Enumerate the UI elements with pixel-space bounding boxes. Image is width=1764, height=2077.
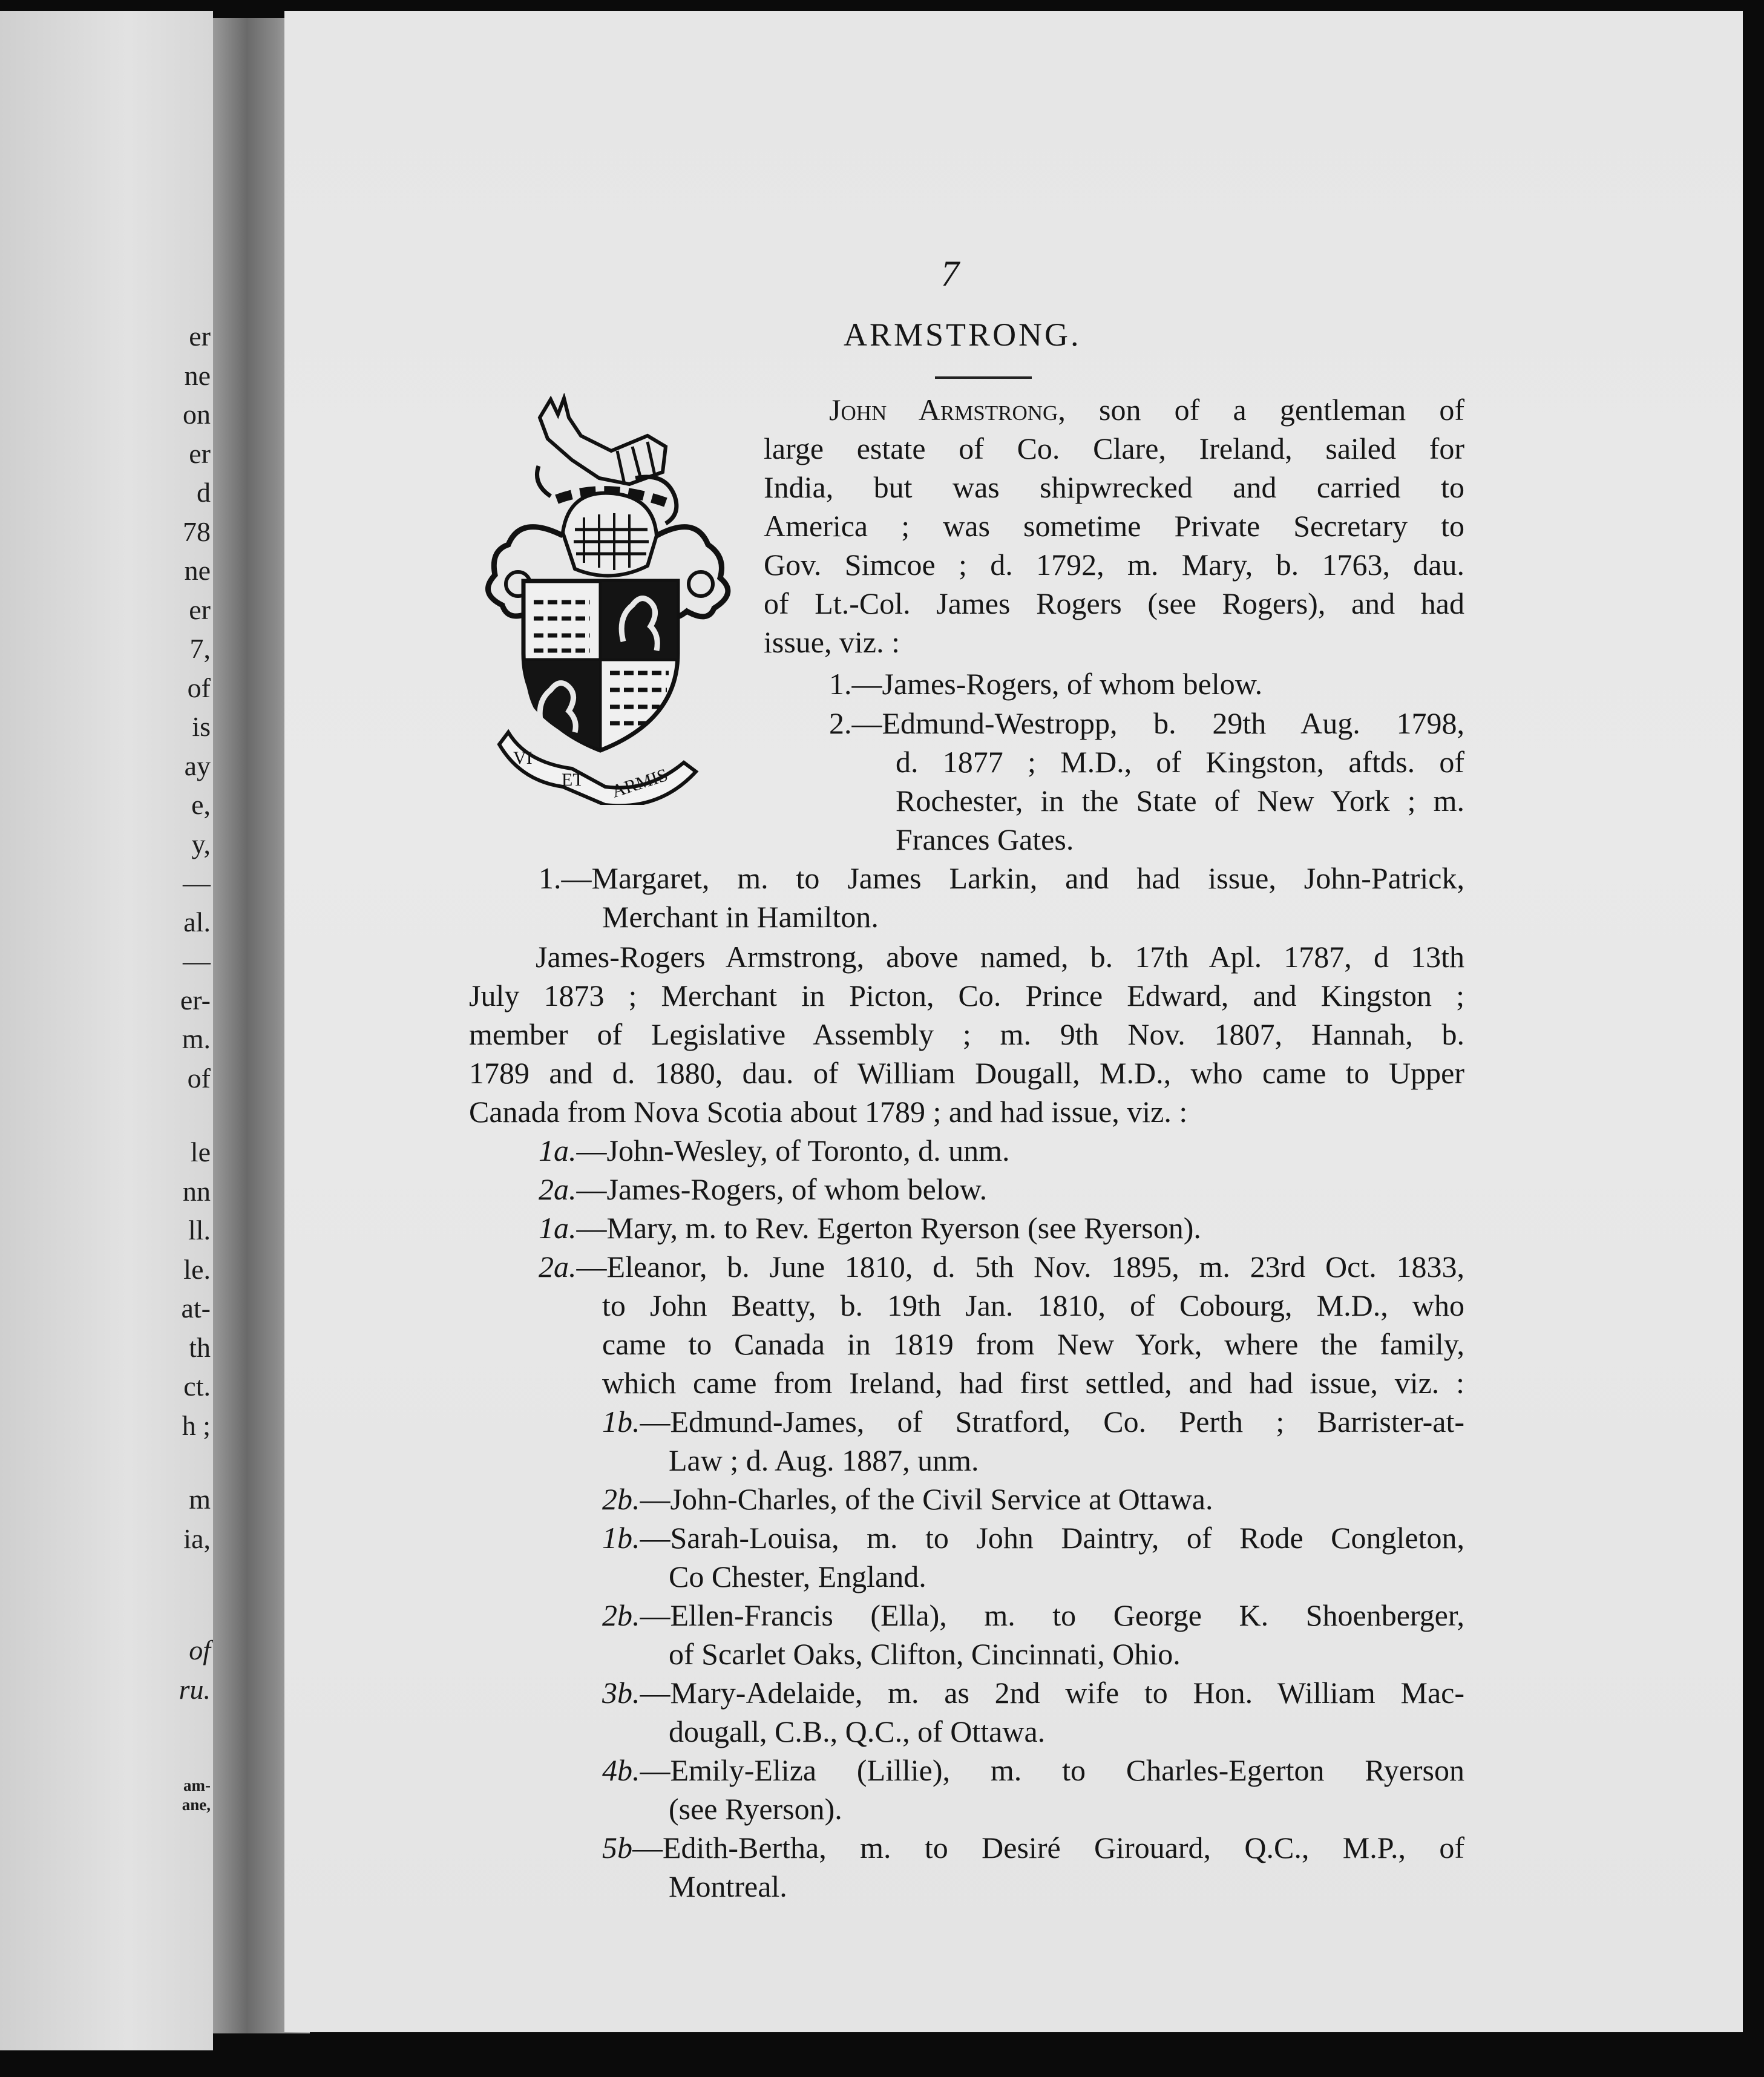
child-a-entry-cont: came to Canada in 1819 from New York, where the family, bbox=[602, 1327, 1464, 1361]
son-entry: 1.—James-Rogers, of whom below. bbox=[829, 667, 1263, 701]
left-fragment: d bbox=[197, 477, 211, 508]
left-fragment: ay bbox=[184, 750, 211, 781]
child-b-entry bbox=[602, 1678, 1464, 1708]
child-a-text: —Mary, m. to Rev. Egerton Ryerson (see Ryerson). bbox=[576, 1211, 1201, 1245]
left-fragment-gap bbox=[138, 1709, 211, 1776]
left-fragment-gap bbox=[138, 1098, 211, 1133]
child-a-text: —James-Rogers, of whom below. bbox=[576, 1172, 988, 1206]
child-a-number: 1a. bbox=[539, 1211, 577, 1245]
child-b-number: 4b. bbox=[602, 1753, 640, 1787]
left-page-text-fragments bbox=[138, 317, 211, 1814]
child-b-entry bbox=[602, 1484, 1213, 1514]
intro-line: of Lt.-Col. James Rogers (see Rogers), and had bbox=[764, 586, 1464, 620]
james-rogers-line: 1789 and d. 1880, dau. of William Dougall, M.D., who came to Upper bbox=[469, 1056, 1464, 1090]
intro-line: America ; was sometime Private Secretary to bbox=[764, 509, 1464, 543]
left-fragment: on bbox=[183, 399, 211, 430]
intro-line: issue, viz. : bbox=[764, 625, 900, 659]
left-fragment: is bbox=[192, 711, 211, 742]
left-fragment: al. bbox=[183, 906, 211, 937]
child-b-number: 3b. bbox=[602, 1676, 640, 1710]
title-rule bbox=[935, 376, 1032, 379]
child-a-number: 1a. bbox=[539, 1134, 577, 1167]
child-a-entry bbox=[539, 1135, 1010, 1166]
motto-word: VI bbox=[513, 748, 533, 768]
child-b-text: —Sarah-Louisa, m. to John Daintry, of Rode Congleton, bbox=[640, 1521, 1464, 1555]
child-b-number: 2b. bbox=[602, 1482, 640, 1516]
child-a-text: —Eleanor, b. June 1810, d. 5th Nov. 1895, m. 23rd Oct. 1833, bbox=[576, 1250, 1464, 1284]
left-fragment: of bbox=[187, 1062, 211, 1094]
child-a-entry bbox=[539, 1213, 1201, 1243]
daughter-entry: 1.—Margaret, m. to James Larkin, and had issue, John-Patrick, bbox=[539, 861, 1464, 895]
left-fragment: er- bbox=[180, 984, 211, 1016]
left-page-edge bbox=[0, 11, 213, 2050]
child-b-entry-cont: Co Chester, England. bbox=[669, 1560, 926, 1593]
james-rogers-line: member of Legislative Assembly ; m. 9th Nov. 1807, Hannah, b. bbox=[469, 1017, 1464, 1051]
child-b-entry bbox=[602, 1406, 1464, 1437]
left-fragment: th bbox=[189, 1331, 211, 1363]
left-fragment: e, bbox=[191, 789, 211, 820]
left-fragment: of bbox=[189, 1635, 211, 1665]
child-b-entry bbox=[602, 1600, 1464, 1630]
left-fragment: — bbox=[183, 867, 211, 898]
child-b-text: —John-Charles, of the Civil Service at Ottawa. bbox=[640, 1482, 1213, 1516]
child-a-entry bbox=[539, 1174, 987, 1204]
left-fragment: 78 bbox=[183, 516, 211, 547]
child-b-text: —Ellen-Francis (Ella), m. to George K. Shoenberger, bbox=[640, 1598, 1464, 1632]
child-b-entry-cont: (see Ryerson). bbox=[669, 1792, 842, 1826]
child-b-number: 5b bbox=[602, 1831, 632, 1865]
left-fragment: er bbox=[189, 594, 211, 625]
left-fragment: 7, bbox=[189, 633, 211, 664]
child-a-number: 2a. bbox=[539, 1172, 577, 1206]
intro-line: large estate of Co. Clare, Ireland, sailed for bbox=[764, 431, 1464, 465]
child-b-text: —Mary-Adelaide, m. as 2nd wife to Hon. William Mac- bbox=[640, 1676, 1464, 1710]
child-a-entry-cont: which came from Ireland, had first settled, and had issue, viz. : bbox=[602, 1366, 1464, 1400]
son-entry-cont: Rochester, in the State of New York ; m. bbox=[896, 784, 1464, 818]
child-a-entry-cont: to John Beatty, b. 19th Jan. 1810, of Cobourg, M.D., who bbox=[602, 1288, 1464, 1322]
intro-line bbox=[829, 395, 1464, 425]
left-fragment: am- bbox=[183, 1776, 211, 1794]
left-fragment: ru. bbox=[179, 1673, 211, 1705]
child-b-number: 1b. bbox=[602, 1405, 640, 1439]
child-b-text: —Edith-Bertha, m. to Desiré Girouard, Q.C., M.P., of bbox=[632, 1831, 1464, 1865]
child-a-entry bbox=[539, 1252, 1464, 1282]
left-fragment: er bbox=[189, 321, 211, 352]
left-fragment: m bbox=[189, 1484, 211, 1515]
left-fragment: le. bbox=[183, 1253, 211, 1285]
child-b-text: —Emily-Eliza (Lillie), m. to Charles-Egerton Ryerson bbox=[640, 1753, 1464, 1787]
motto-word: ET bbox=[562, 770, 584, 790]
child-a-number: 2a. bbox=[539, 1250, 577, 1284]
left-fragment: le bbox=[190, 1137, 211, 1167]
child-b-entry bbox=[602, 1523, 1464, 1553]
left-fragment: y, bbox=[191, 828, 211, 859]
child-b-number: 2b. bbox=[602, 1598, 640, 1632]
son-entry-cont: Frances Gates. bbox=[896, 822, 1074, 856]
child-b-entry-cont: Montreal. bbox=[669, 1869, 787, 1903]
left-fragment: ct. bbox=[183, 1371, 211, 1402]
left-fragment: ia, bbox=[183, 1523, 211, 1554]
left-fragment: ane, bbox=[182, 1796, 211, 1814]
left-fragment: ne bbox=[184, 359, 211, 391]
child-b-entry bbox=[602, 1833, 1464, 1863]
left-fragment-gap bbox=[138, 1445, 211, 1480]
james-rogers-line: James-Rogers Armstrong, above named, b. 17th Apl. 1787, d 13th bbox=[536, 940, 1464, 974]
child-b-entry-cont: dougall, C.B., Q.C., of Ottawa. bbox=[669, 1714, 1046, 1748]
child-b-text: —Edmund-James, of Stratford, Co. Perth ; Barrister-at- bbox=[640, 1405, 1464, 1439]
left-fragment: at- bbox=[181, 1293, 211, 1324]
child-b-number: 1b. bbox=[602, 1521, 640, 1555]
son-entry: 2.—Edmund-Westropp, b. 29th Aug. 1798, bbox=[829, 706, 1464, 740]
left-fragment-gap bbox=[138, 1558, 211, 1631]
son-entry-cont: d. 1877 ; M.D., of Kingston, aftds. of bbox=[896, 745, 1464, 779]
page-number: 7 bbox=[941, 254, 959, 294]
james-rogers-line: July 1873 ; Merchant in Picton, Co. Prince Edward, and Kingston ; bbox=[469, 979, 1464, 1012]
left-fragment: nn bbox=[183, 1175, 211, 1207]
left-fragment: ne bbox=[184, 555, 211, 586]
child-b-entry bbox=[602, 1755, 1464, 1785]
coat-of-arms-icon bbox=[466, 393, 744, 805]
intro-line: Gov. Simcoe ; d. 1792, m. Mary, b. 1763, dau. bbox=[764, 548, 1464, 582]
left-fragment: ll. bbox=[188, 1215, 211, 1245]
james-rogers-line: Canada from Nova Scotia about 1789 ; and had issue, viz. : bbox=[469, 1095, 1188, 1129]
left-fragment: er bbox=[189, 438, 211, 469]
daughter-entry-cont: Merchant in Hamilton. bbox=[602, 900, 879, 934]
motto-word: ARMIS bbox=[609, 764, 671, 802]
left-fragment: m. bbox=[182, 1023, 211, 1054]
page-title: ARMSTRONG. bbox=[844, 317, 1081, 353]
child-b-entry-cont: Law ; d. Aug. 1887, unm. bbox=[669, 1443, 979, 1477]
intro-line: India, but was shipwrecked and carried to bbox=[764, 470, 1464, 504]
child-b-entry-cont: of Scarlet Oaks, Clifton, Cincinnati, Ohio. bbox=[669, 1637, 1181, 1671]
left-fragment: — bbox=[183, 945, 211, 976]
intro-line-text: son of a gentleman of bbox=[1065, 393, 1465, 427]
child-a-text: —John-Wesley, of Toronto, d. unm. bbox=[576, 1134, 1010, 1167]
left-fragment: h ; bbox=[182, 1409, 211, 1441]
left-fragment: of bbox=[187, 672, 211, 703]
intro-name: John Armstrong, bbox=[829, 393, 1066, 427]
